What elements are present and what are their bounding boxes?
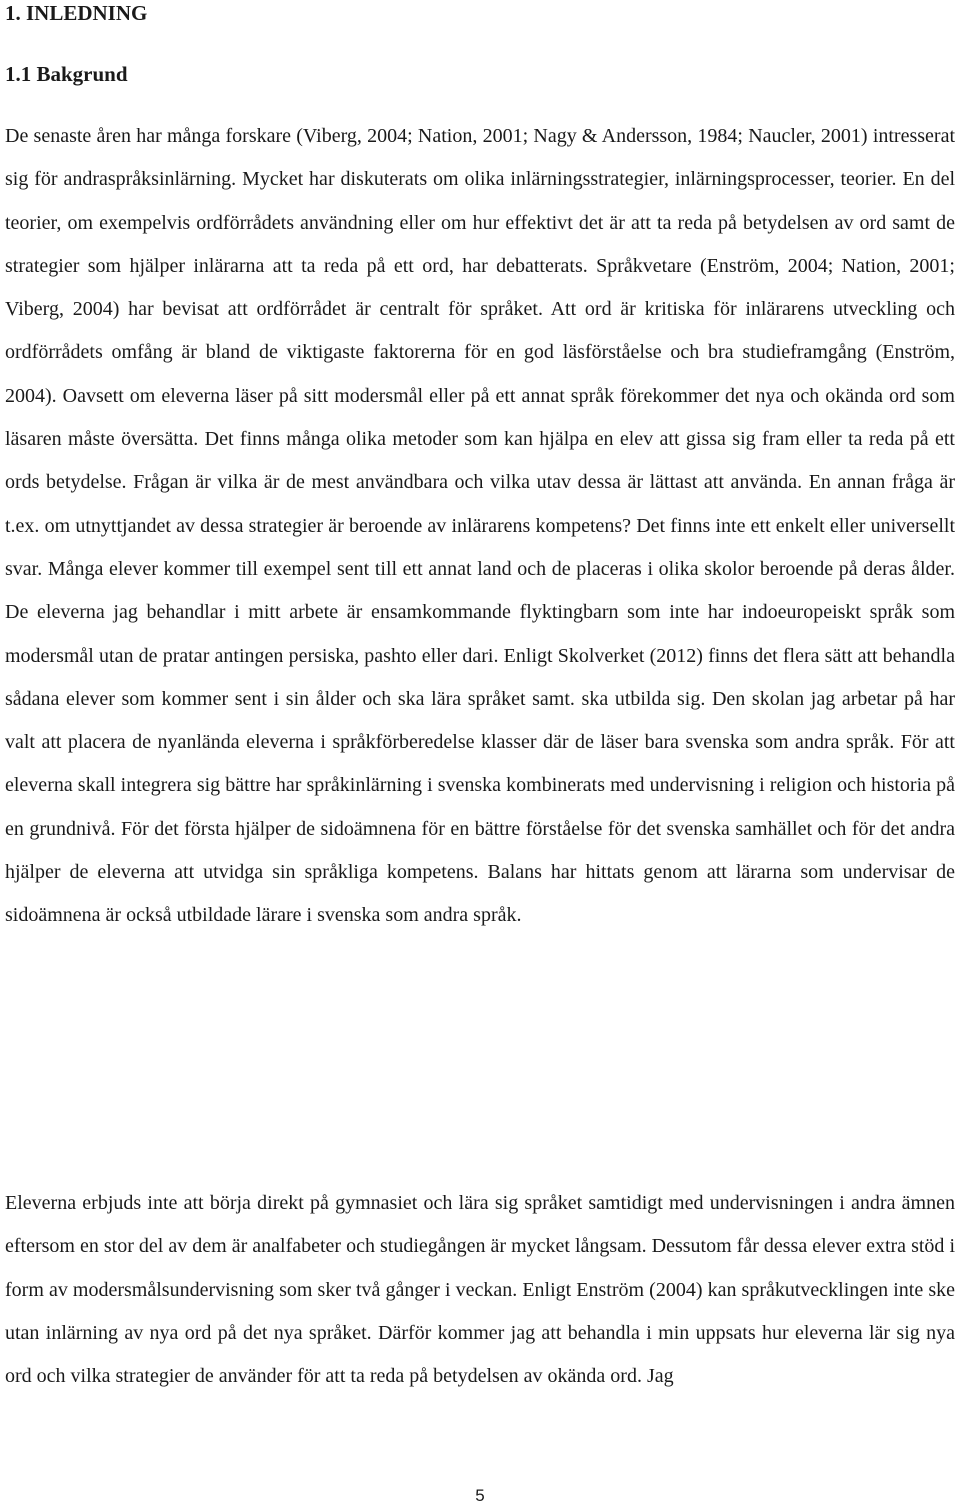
page-number: 5: [475, 1486, 485, 1505]
document-page: [5, 0, 955, 1388]
paragraph-2: Eleverna erbjuds inte att börja direkt på gymnasiet och lära sig språket samtidigt med undervisningen i andra ämnen eftersom en stor del av dem är analfabeter och studiegången är mycket långsam. Dessutom får dessa elever extra stöd i form av modersmålsundervisning som sker två gånger i veckan. Enligt Enström (2004) kan språkutvecklingen inte ske utan inlärning av nya ord på det nya språket. Därför kommer jag att behandla i min uppsats hur eleverna lär sig nya ord och vilka strategier de använder för att ta reda på betydelsen av okända ord. Jag: [5, 1192, 955, 1388]
chapter-heading: 1. INLEDNING: [5, 1, 148, 25]
section-heading: 1.1 Bakgrund: [5, 62, 128, 86]
paragraph-1: De senaste åren har många forskare (Viberg, 2004; Nation, 2001; Nagy & Andersson, 1984; Naucler, 2001) intresserat sig för andraspråksinlärning. Mycket har diskuterats om olika inlärningsstrategier, inlärningsprocesser, teorier. En del teorier, om exempelvis ordförrådets användning eller om hur effektivt det är att ta reda på betydelsen av ord samt de strategier som hjälper inlärarna att ta reda på ett ord, har debatterats. Språkvetare (Enström, 2004; Nation, 2001; Viberg, 2004) har bevisat att ordförrådet är centralt för språket. Att ord är kritiska för inlärarens utveckling och ordförrådets omfång är bland de viktigaste faktorerna för en god läsförståelse och bra studieframgång (Enström, 2004). Oavsett om eleverna läser på sitt modersmål eller på ett annat språk förekommer det nya och okända ord som läsaren måste översätta. Det finns många olika metoder som kan hjälpa en elev att gissa sig fram eller ta reda på ett ords betydelse. Frågan är vilka är de mest användbara och vilka utav dessa är lättast att använda. En annan fråga är t.ex. om utnyttjandet av dessa strategier är beroende av inlärarens kompetens? Det finns inte ett enkelt eller universellt svar. Många elever kommer till exempel sent till ett annat land och de placeras i olika skolor beroende på deras ålder. De eleverna jag behandlar i mitt arbete är ensamkommande flyktingbarn som inte har indoeuropeiskt språk som modersmål utan de pratar antingen persiska, pashto eller dari. Enligt Skolverket (2012) finns det flera sätt att behandla sådana elever som kommer sent i sin ålder och ska lära språket samt. ska utbilda sig. Den skolan jag arbetar på har valt att placera de nyanlända eleverna i språkförberedelse klasser där de läser bara svenska som andra språk. För att eleverna skall integrera sig bättre har språkinlärning i svenska kombinerats med undervisning i religion och historia på en grundnivå. För det första hjälper de sidoämnena för en bättre förståelse för det svenska samhället och för det andra hjälper de eleverna att utvidga sin språkliga kompetens. Balans har hittats genom att lärarna som undervisar de sidoämnena är också utbildade lärare i svenska som andra språk.: [5, 125, 955, 927]
